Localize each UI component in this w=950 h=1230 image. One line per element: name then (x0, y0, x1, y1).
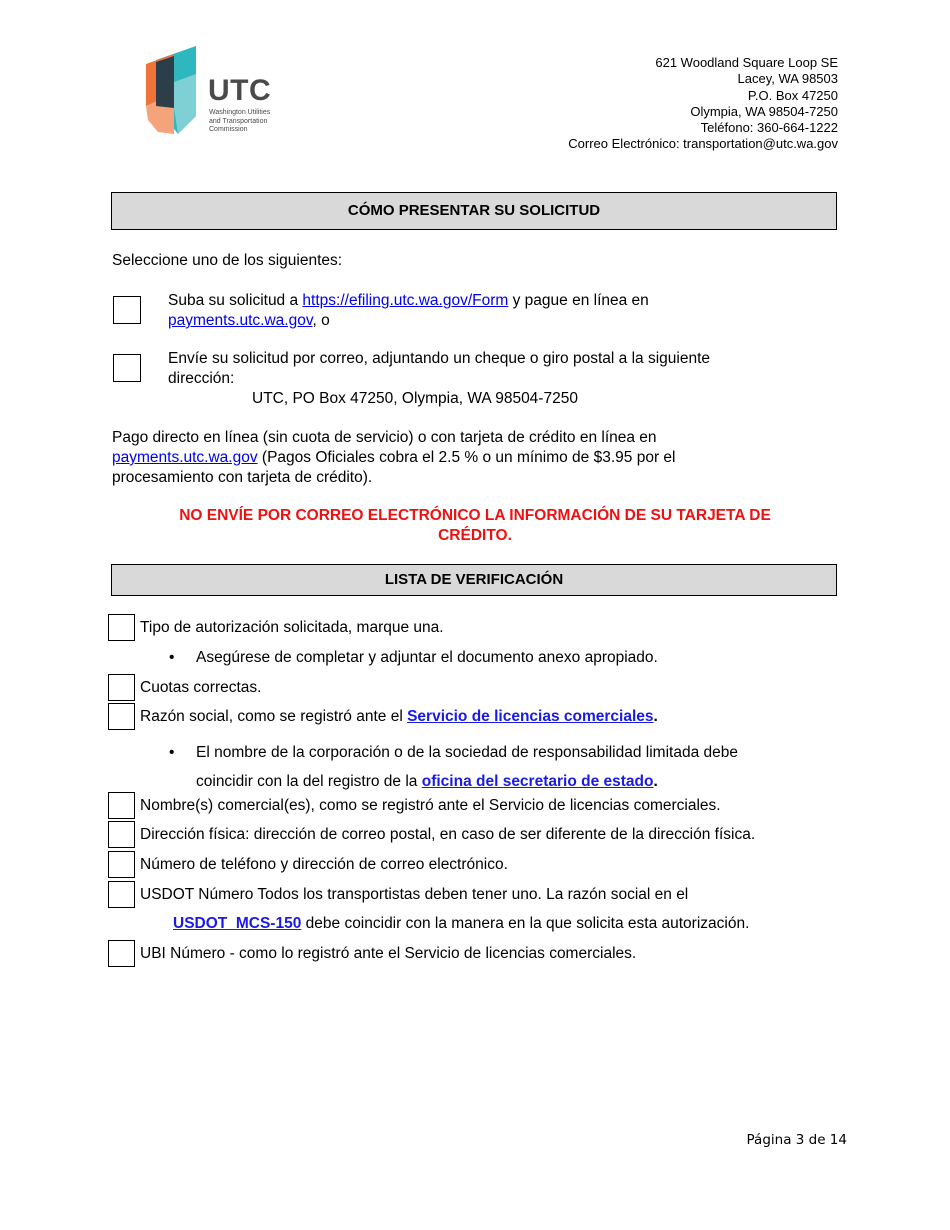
option-mail-checkbox[interactable] (113, 354, 141, 382)
checklist-item-2: Cuotas correctas. (140, 679, 262, 696)
checklist-item-1: Tipo de autorización solicitada, marque una. (140, 619, 444, 636)
credit-card-warning: NO ENVÍE POR CORREO ELECTRÓNICO LA INFORMACIÓN DE SU TARJETA DE CRÉDITO. (179, 507, 771, 544)
checklist-checkbox-5[interactable] (108, 821, 135, 848)
usdot-mcs150-link[interactable]: USDOT MCS-150 (173, 915, 302, 932)
checklist-checkbox-3[interactable] (108, 703, 135, 730)
utc-logo-icon (144, 46, 200, 134)
checklist-checkbox-4[interactable] (108, 792, 135, 819)
logo-dark-shape (156, 56, 174, 108)
checklist-item-7-cont: USDOT MCS-150 debe coincidir con la manera en la que solicita esta autorización. (173, 915, 750, 932)
checklist-checkbox-1[interactable] (108, 614, 135, 641)
checklist-checkbox-2[interactable] (108, 674, 135, 701)
checklist-item-4: Nombre(s) comercial(es), como se registró ante el Servicio de licencias comerciales. (140, 797, 721, 814)
page-number: Página 3 de 14 (746, 1132, 847, 1148)
efiling-link[interactable]: https://efiling.utc.wa.gov/Form (302, 292, 509, 309)
address-block: 621 Woodland Square Loop SE Lacey, WA 98503 P.O. Box 47250 Olympia, WA 98504-7250 Teléfono: 360-664-1222 Correo Electrónico: transportation@utc.wa.gov (568, 55, 838, 152)
business-licensing-link[interactable]: Servicio de licencias comerciales (407, 708, 654, 725)
logo-title: UTC (208, 74, 272, 107)
checklist-item-3: Razón social, como se registró ante el Servicio de licencias comerciales. (140, 708, 658, 725)
payments-link-2[interactable]: payments.utc.wa.gov (112, 449, 258, 466)
payments-link[interactable]: payments.utc.wa.gov (168, 312, 313, 329)
select-intro: Seleccione uno de los siguientes: (112, 252, 343, 269)
option-mail-text: Envíe su solicitud por correo, adjuntando un cheque o giro postal a la siguiente dirección: UTC, PO Box 47250, Olympia, WA 98504-7250 (168, 349, 808, 409)
option-online-text: Suba su solicitud a https://efiling.utc.wa.gov/Form y pague en línea en payments.utc.wa.gov, o (168, 292, 649, 329)
secretary-of-state-link[interactable]: oficina del secretario de estado (421, 773, 654, 790)
checklist-item-5: Dirección física: dirección de correo postal, en caso de ser diferente de la dirección física. (140, 826, 756, 843)
section-title-how-to-apply: CÓMO PRESENTAR SU SOLICITUD (111, 192, 837, 230)
section-title-checklist: LISTA DE VERIFICACIÓN (111, 564, 837, 596)
logo-subtitle: Washington Utilities and Transportation Commission (209, 109, 271, 133)
checklist-item-1-bullet: • Asegúrese de completar y adjuntar el documento anexo apropiado. (196, 648, 658, 668)
checklist-item-6: Número de teléfono y dirección de correo electrónico. (140, 856, 508, 873)
checklist-item-3-bullet: • El nombre de la corporación o de la sociedad de responsabilidad limitada debe coincidir con la del registro de la oficina del secretario de estado. (196, 738, 816, 796)
mail-address: UTC, PO Box 47250, Olympia, WA 98504-7250 (252, 390, 578, 407)
checklist-item-8: UBI Número - como lo registró ante el Servicio de licencias comerciales. (140, 945, 637, 962)
checklist-checkbox-7[interactable] (108, 881, 135, 908)
option-online-checkbox[interactable] (113, 296, 141, 324)
checklist-checkbox-6[interactable] (108, 851, 135, 878)
checklist-item-7: USDOT Número Todos los transportistas deben tener uno. La razón social en el (140, 886, 689, 903)
checklist-checkbox-8[interactable] (108, 940, 135, 967)
payment-info: Pago directo en línea (sin cuota de servicio) o con tarjeta de crédito en línea en payments.utc.wa.gov (Pagos Oficiales cobra el 2.5 % o un mínimo de $3.95 por el procesamiento con tarjeta de crédito). (112, 429, 676, 486)
logo-light-teal-shape (174, 74, 196, 134)
